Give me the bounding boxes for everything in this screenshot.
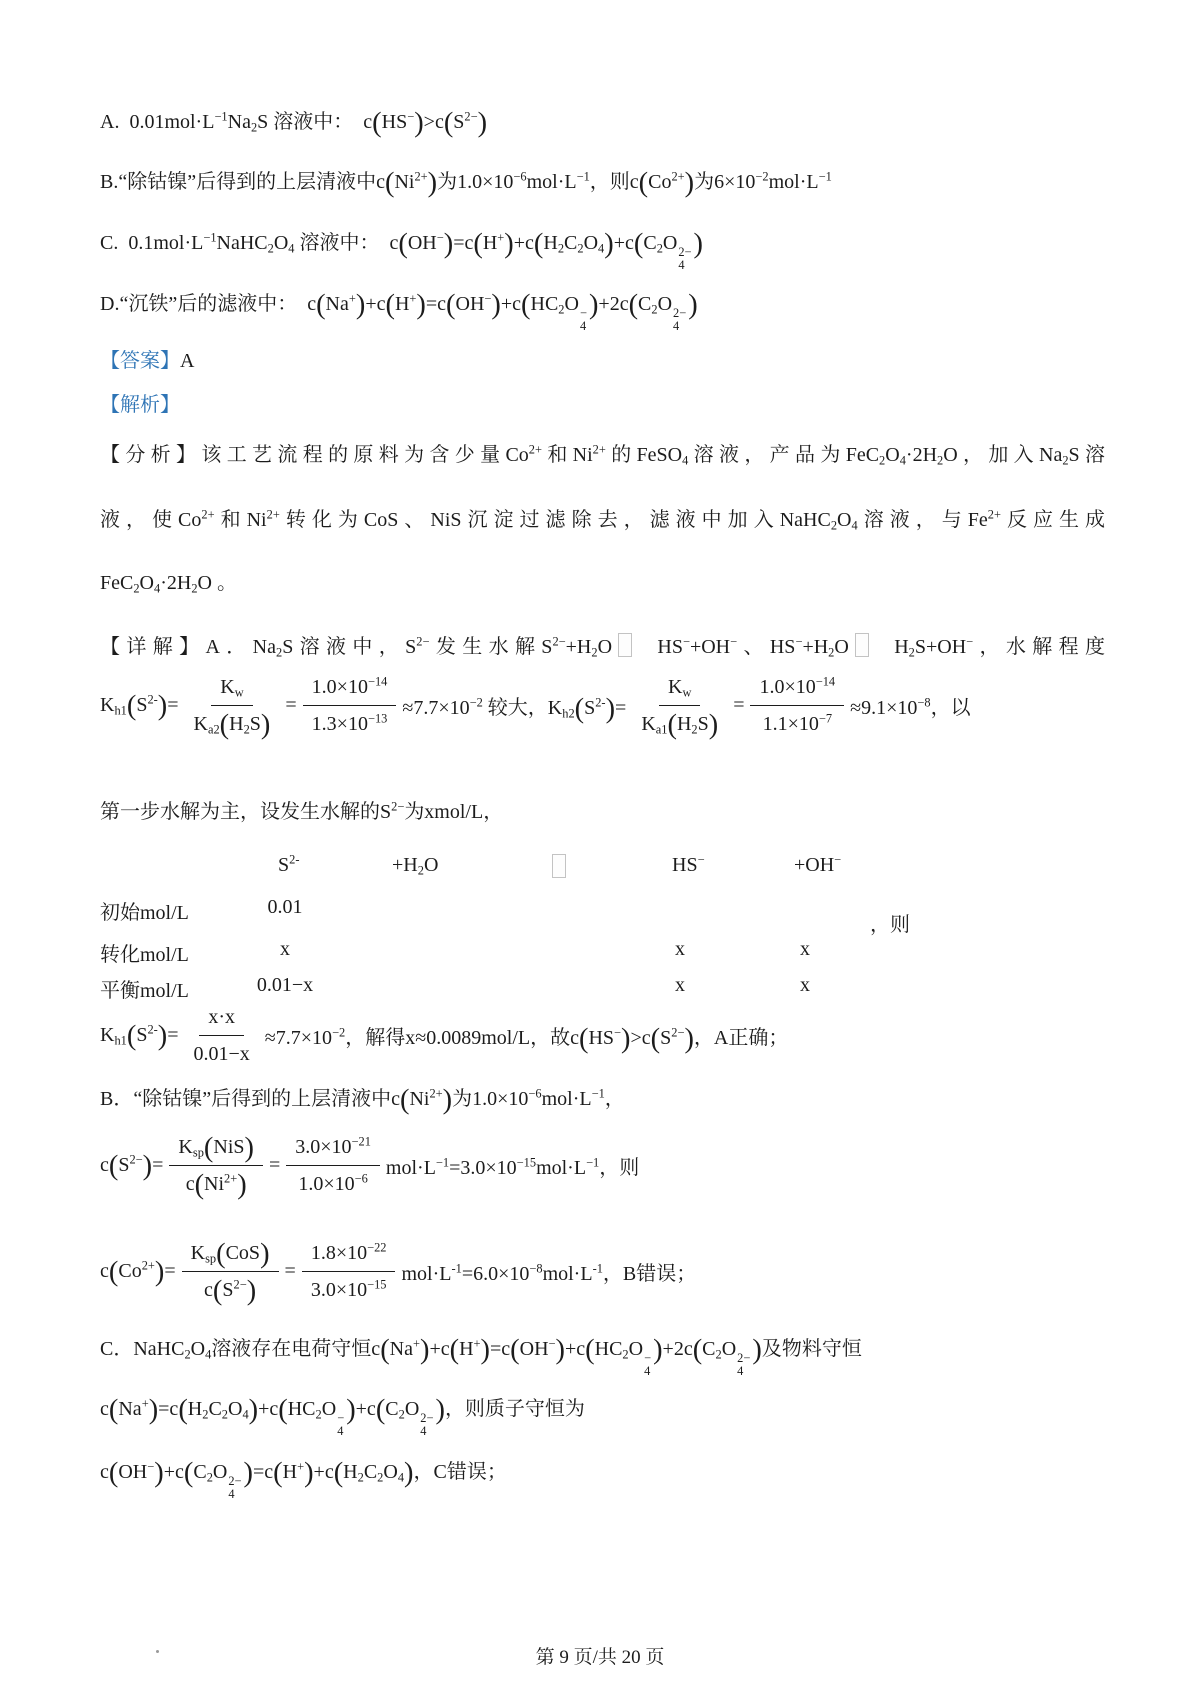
mass-balance-line: $c(Na^+)=c(H_2C_2O_4)+c(HC_2O$ − 4 )$+c(C_2O$ 2− 4 )，则质子守恒为 [100,1394,585,1439]
option-d-line: D.“沉铁”后的滤液中： $c(Na^+)+c(H^+)=c(OH^-)+c(HC_2O$ − 4 )$+2c(C_2O$ 2− 4 ) [100,289,698,334]
ice-header-hs-minus: HS− [672,852,705,876]
analysis-paragraph-line-2: 液，使$Co^{2+}$和$Ni^{2+}$转化为CoS、NiS沉淀过滤除去，滤液中加入$NaHC_2O_4$溶液，与$Fe^{2+}$反应生成 [100,507,1106,533]
answer-value: A [180,350,195,372]
ice-header-s2-minus: $S^{2-}$ [278,852,300,876]
analysis-paragraph-line-3: $FeC_2O_4\cdot 2H_2O$ 。 [100,572,237,596]
proton-balance-line: $c(OH^-)+c(C_2O$ 2− 4 )$=c(H^+)+c(H_2C_2O_4)$，C错误； [100,1457,507,1502]
ice-row-change-c5: x [800,938,810,960]
option-c-line: C. $0.1mol\cdot L^{-1}NaHC_2O_4$ 溶液中： $c(OH^-)=c(H^+)+c(H_2C_2O_4)+c(C_2O$ 2− 4 ) [100,228,703,273]
item-b-line: B．“除钴镍”后得到的上层清液中$c(Ni^{2+})$为$1.0\times 10^{-6}mol\cdot L^{-1}$， [100,1084,625,1116]
answer-line [100,344,1105,378]
ice-row-initial-c1: 0.01 [267,896,303,918]
item-c-line: C．$NaHC_2O_4$溶液存在电荷守恒$c(Na^+)+c(H^+)=c(OH^-)+c(HC_2O$ − 4 )$+2c(C_2O$ 2− 4 )及物料守恒 [100,1334,862,1379]
analysis-section-line [100,388,1105,422]
analysis-paragraph-line-1: 【分析】该工艺流程的原料为含少量$Co^{2+}$和$Ni^{2+}$的FeSO$_4$溶液，产品为$FeC_2O_4\cdot 2H_2O$，加入$Na_2S$溶 [100,442,1106,468]
ice-header-plus-h2o: $+H_2O$ [392,854,439,878]
ice-row-change-c1: x [280,938,290,960]
ice-header-equilibrium-box [546,854,580,880]
analysis-section-label: 【解析】 [100,394,180,416]
kh1-solve-equation: $K_{h1}(S^{2-})=$ $\frac{x\cdot x}{0.01-x}$ $\approx 7.7\times 10^{-2}$，解得x≈0.0089mol/L，故$c(HS^-)>c(S^{2-})$，A正确； [100,1002,788,1069]
ice-row-initial-label: 初始mol/L [100,902,189,924]
page-footer: 第 9 页/共 20 页 [535,1647,665,1668]
ice-table [100,850,1105,1020]
ice-row-equilibrium-c1: 0.01−x [256,974,314,996]
detail-hydrolysis-line: 【详解】A．$Na_2S$溶液中，$S^{2-}$发生水解$S^{2-}+H_2O$ HS−+OH−、$HS^-+H_2O$ $H_2S+OH^-$，水解程度 [100,634,1105,660]
ice-header-plus-oh-minus: +OH− [794,852,842,876]
option-a-line: A. $0.01mol\cdot L^{-1}Na_2S$ 溶液中： $c(HS^-)>c(S^{2-})$ [100,107,488,139]
ice-row-change-label: 转化mol/L [100,944,189,966]
answer-label: 【答案】 [100,350,180,372]
option-b-line: B.“除钴镍”后得到的上层清液中$c(Ni^{2+})$为$1.0\times 10^{-6}mol\cdot L^{-1}$，则$c(Co^{2+})$为$6\times 10^{-2}mol\cdot L^{-1}$ [100,167,832,199]
cco2-equation: $c(Co^{2+})=$ $\frac{K_{sp}(CoS)}{c(S^{2-})}$ = $\frac{1.8\times 10^{-22}}{3.0\times 10^{-15}}$ $mol\cdot L^{-1}=6.0\times 10^{-8}mol\cdot L^{-1}$，B错误； [100,1238,697,1307]
first-step-line: 第一步水解为主，设发生水解的$S^{2-}$为xmol/L， [100,799,504,823]
kh-constants-equation: $K_{h1}(S^{2-})=$ $\frac{K_w}{K_{a2}(H_2S)}$ = $\frac{1.0\times 10^{-14}}{1.3\times 10^{-13}}$ $\approx 7.7\times 10^{-2}$ 较大，$K_{h2}(S^{2-})=$ $\frac{K_w}{K_{a1}(H_2S)}$ = $\frac{1.0\times 10^{-14}}{1.1\times 10^{-7}}$ $\approx 9.1\times 10^{-8}$，以 [100,672,971,739]
ice-row-equilibrium-c4: x [675,974,685,996]
ice-row-equilibrium-label: 平衡mol/L [100,980,189,1002]
ice-side-note: ，则 [870,914,910,936]
ice-row-equilibrium-c5: x [800,974,810,996]
ice-row-change-c4: x [675,938,685,960]
cs2-equation: $c(S^{2-})=$ $\frac{K_{sp}(NiS)}{c(Ni^{2+})}$ = $\frac{3.0\times 10^{-21}}{1.0\times 10^{-6}}$ $mol\cdot L^{-1}=3.0\times 10^{-15}mol\cdot L^{-1}$，则 [100,1132,640,1201]
